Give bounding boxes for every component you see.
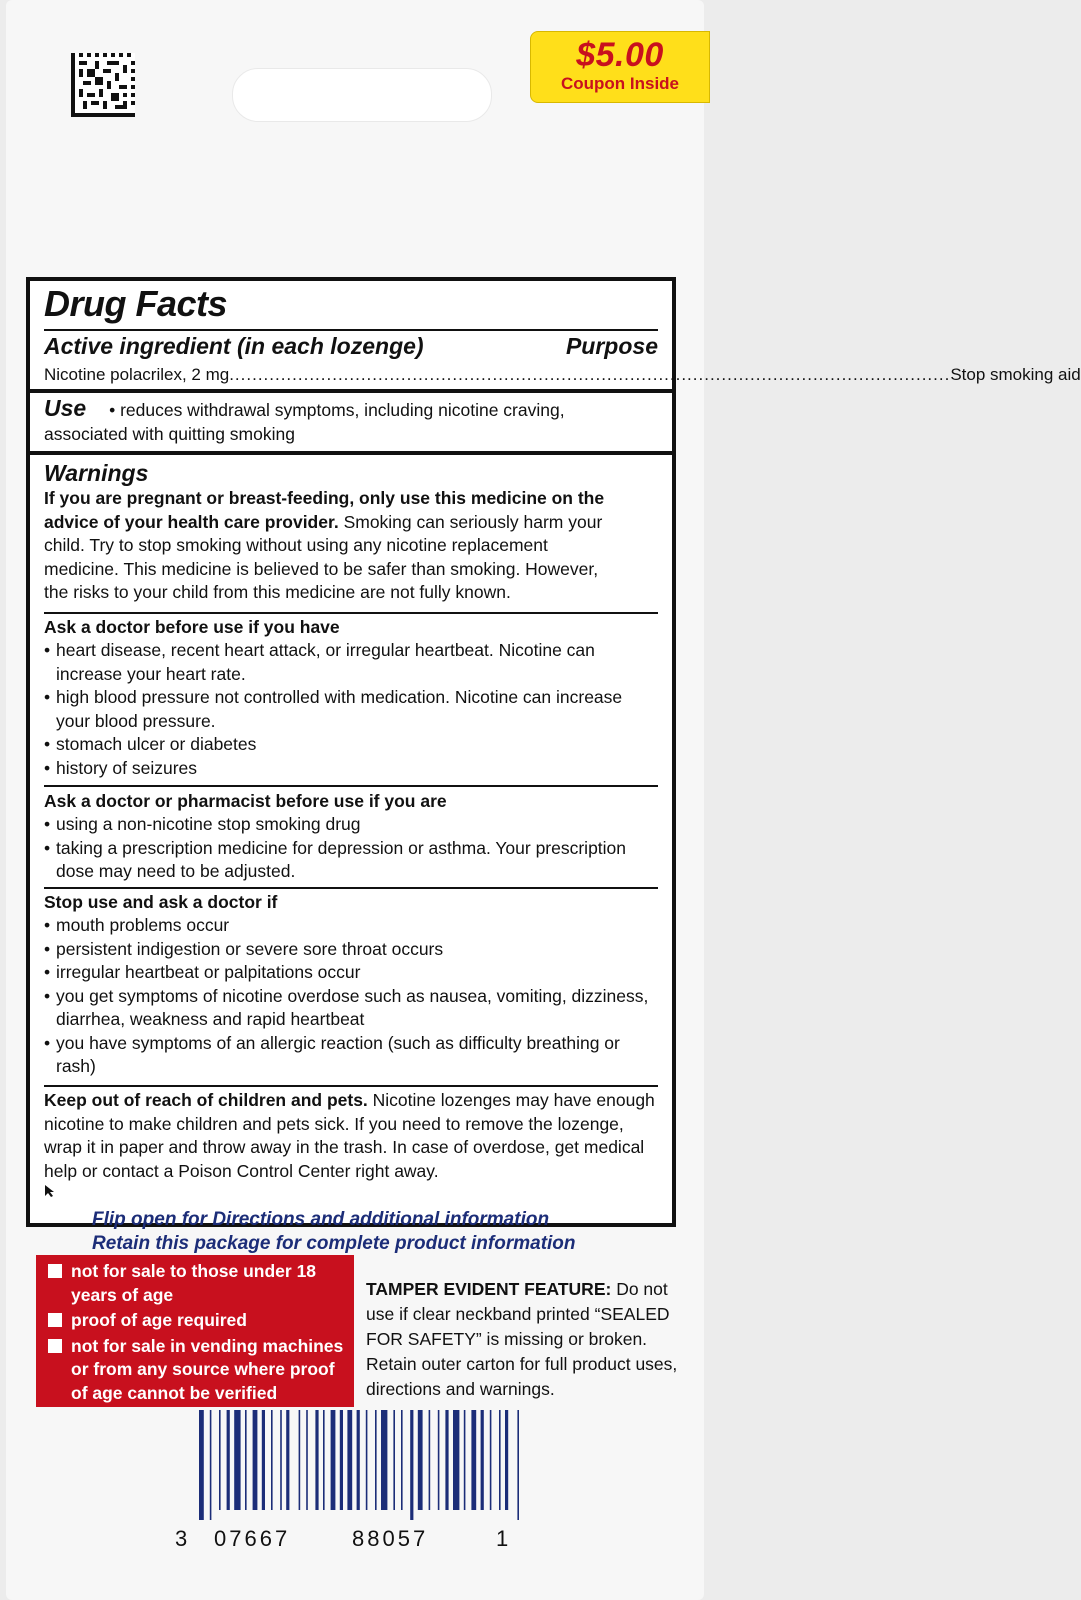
active-ingredient-header: [44, 333, 658, 360]
barcode-bar: [306, 1410, 308, 1510]
barcode-digit-left: 3: [175, 1526, 191, 1551]
use-section: [44, 395, 658, 447]
barcode-bar: [340, 1410, 343, 1510]
barcode-bar: [445, 1410, 448, 1510]
barcode-bar: [271, 1410, 273, 1510]
age-notice-text: not for sale in vending machines or from any source where proof of age cannot be verified: [71, 1335, 344, 1403]
barcode-bar: [262, 1410, 265, 1510]
flip-open-note: [92, 1208, 632, 1256]
age-notice-text: proof of age required: [71, 1310, 247, 1330]
list-item: • irregular heartbeat or palpitations occur: [44, 961, 658, 985]
stop-use-section: [44, 890, 658, 1079]
keep-out-text: Nicotine lozenges may have enough nicotine to make children and pets sick. If you need to remove the lozenge, wrap it in paper and throw away in the trash. In case of overdose, get medical help or contact a Poison Control Center right away.: [44, 1090, 655, 1181]
checkbox-icon: [48, 1313, 62, 1327]
age-notice: [48, 1260, 344, 1307]
coupon-amount: $5.00: [576, 36, 664, 74]
checkbox-icon: [48, 1264, 62, 1278]
list-item: • history of seizures: [44, 757, 658, 781]
purpose-heading: Purpose: [565, 333, 658, 359]
pregnancy-warning-line: medicine. This medicine is believed to be safer than smoking. However,: [44, 558, 599, 579]
barcode-bar: [210, 1410, 212, 1520]
barcode-bar: [234, 1410, 240, 1510]
ingredient-name: Nicotine polacrilex, 2 mg: [44, 365, 230, 384]
leader-dots: ..............................................................................................................................: [229, 365, 951, 384]
barcode-bar: [347, 1410, 352, 1510]
checkbox-icon: [48, 1339, 62, 1353]
barcode-bar: [227, 1410, 230, 1510]
barcode-bar: [245, 1410, 247, 1510]
datamatrix-code-icon: [71, 53, 135, 117]
flip-line-1: Flip open for Directions and additional information: [92, 1209, 550, 1230]
barcode-group-2: 88057: [352, 1526, 429, 1551]
barcode-bar: [499, 1410, 501, 1510]
use-text-line2: associated with quitting smoking: [44, 424, 295, 444]
keep-out-of-reach: [44, 1089, 658, 1183]
ask-doctor-heading: Ask a doctor before use if you have: [44, 617, 340, 637]
barcode-bar: [438, 1410, 440, 1510]
flip-line-2: Retain this package for complete product information: [92, 1233, 576, 1254]
barcode-bar: [315, 1410, 318, 1510]
barcode-digit-right: 1: [496, 1526, 512, 1551]
tamper-text: Do not use if clear neckband printed “SEALED FOR SAFETY” is missing or broken. Retain outer carton for full product uses, directions and warnings.: [366, 1279, 678, 1399]
barcode-bar: [331, 1410, 336, 1510]
barcode-bar: [490, 1410, 492, 1510]
pregnancy-warning-text: Smoking can seriously harm your: [338, 511, 603, 532]
barcode-bar: [453, 1410, 459, 1510]
age-notice: [48, 1335, 344, 1406]
divider: [44, 785, 658, 787]
warnings-heading: Warnings: [44, 460, 149, 486]
list-item: • you have symptoms of an allergic reaction (such as difficulty breathing or rash): [44, 1032, 658, 1079]
active-ingredient-row: [44, 363, 1081, 387]
barcode-bar: [464, 1410, 466, 1510]
warnings-section: [44, 459, 658, 605]
list-item: • heart disease, recent heart attack, or irregular heartbeat. Nicotine can increase your heart rate.: [44, 639, 658, 686]
barcode-bar: [517, 1410, 519, 1520]
list-item: • using a non-nicotine stop smoking drug: [44, 813, 658, 837]
barcode-bar: [199, 1410, 204, 1520]
list-item: • stomach ulcer or diabetes: [44, 733, 658, 757]
stop-use-heading: Stop use and ask a doctor if: [44, 892, 278, 912]
barcode-bar: [429, 1410, 431, 1510]
ingredient-purpose: Stop smoking aid: [950, 365, 1081, 384]
barcode-bar: [481, 1410, 484, 1510]
pregnancy-warning-line: child. Try to stop smoking without using any nicotine replacement: [44, 535, 548, 555]
barcode-bar: [286, 1410, 289, 1510]
list-item: • taking a prescription medicine for depression or asthma. Your prescription dose may need to be adjusted.: [44, 837, 658, 884]
coupon-badge: [530, 31, 710, 103]
tamper-heading: TAMPER EVIDENT FEATURE:: [366, 1279, 612, 1299]
active-ingredient-heading: Active ingredient (in each lozenge): [44, 333, 424, 359]
divider: [30, 389, 672, 393]
barcode-bar: [299, 1410, 301, 1510]
divider: [44, 329, 658, 331]
hang-hole: [232, 68, 492, 122]
drug-facts-panel: [26, 277, 1081, 1227]
barcode-bar: [219, 1410, 221, 1510]
barcode-bar: [366, 1410, 368, 1510]
pregnancy-warning-line: the risks to your child from this medicine are not fully known.: [44, 582, 511, 602]
use-heading: Use: [44, 395, 87, 421]
pregnancy-warning-bold-2: advice of your health care provider.: [44, 511, 339, 532]
divider: [30, 451, 672, 455]
pregnancy-warning-bold: If you are pregnant or breast-feeding, only use this medicine on the: [44, 488, 605, 508]
drug-facts-title: Drug Facts: [44, 283, 228, 324]
barcode-bar: [375, 1410, 377, 1510]
coupon-label: Coupon Inside: [560, 74, 680, 93]
ask-doctor-section: [44, 615, 658, 780]
ask-pharmacist-section: [44, 789, 658, 884]
barcode-bar: [323, 1410, 325, 1510]
keep-out-heading: Keep out of reach of children and pets.: [44, 1090, 368, 1110]
list-item: • high blood pressure not controlled with medication. Nicotine can increase your blood pressure.: [44, 686, 658, 733]
barcode-bar: [471, 1410, 476, 1510]
barcode-bar: [357, 1410, 360, 1510]
barcode-icon: [195, 1410, 525, 1520]
barcode-bar: [418, 1410, 423, 1510]
barcode-bar: [381, 1410, 387, 1510]
barcode-bar: [280, 1410, 282, 1510]
age-restriction-box: [36, 1255, 354, 1407]
ask-pharmacist-heading: Ask a doctor or pharmacist before use if you are: [44, 791, 447, 811]
list-item: • persistent indigestion or severe sore throat occurs: [44, 938, 658, 962]
age-notice-text: not for sale to those under 18 years of age: [71, 1261, 317, 1305]
cursor-arrow-icon: [44, 1184, 58, 1198]
barcode-bar: [401, 1410, 403, 1510]
tamper-evident-notice: [366, 1277, 681, 1402]
divider: [44, 612, 658, 614]
barcode-group-1: 07667: [214, 1526, 291, 1551]
list-item: • you get symptoms of nicotine overdose such as nausea, vomiting, dizziness, diarrhea, weakness and rapid heartbeat: [44, 985, 658, 1032]
list-item: • mouth problems occur: [44, 914, 658, 938]
barcode-bar: [410, 1410, 413, 1520]
age-notice: [48, 1309, 344, 1333]
use-text-line1: • reduces withdrawal symptoms, including nicotine craving,: [109, 400, 565, 420]
divider: [44, 1085, 658, 1087]
barcode-bar: [393, 1410, 395, 1510]
divider: [44, 887, 658, 889]
barcode-bar: [505, 1410, 508, 1510]
barcode-bar: [253, 1410, 258, 1510]
